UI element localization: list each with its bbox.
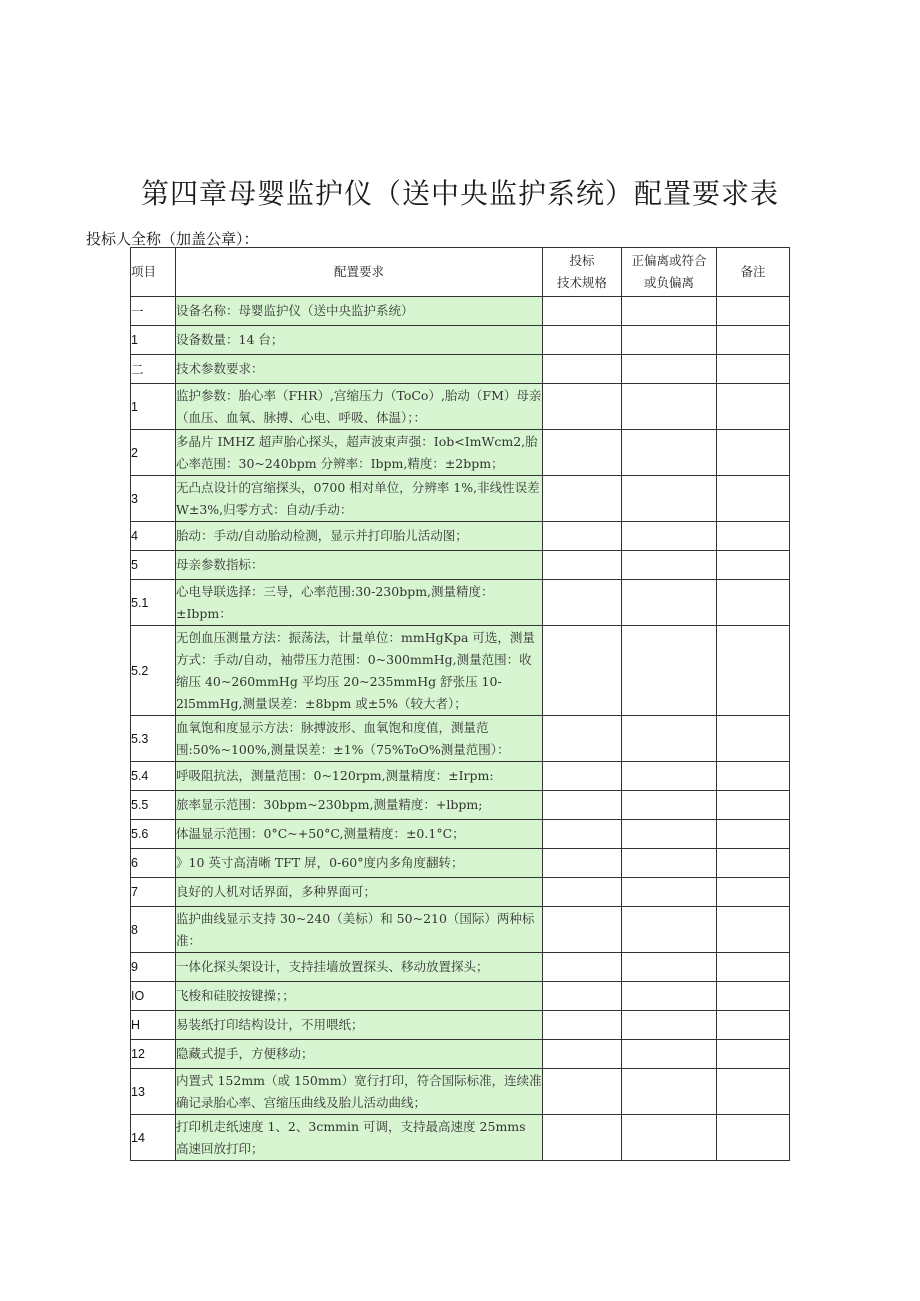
requirement-cell: 旅率显示范围：30bpm~230bpm,测量精度：+lbpm;	[176, 791, 543, 820]
requirement-cell: 设备名称：母婴监护仪（送中央监护系统）	[176, 297, 543, 326]
remark-cell[interactable]	[717, 355, 790, 384]
remark-cell[interactable]	[717, 430, 790, 476]
row-number: 4	[131, 522, 176, 551]
row-number: 13	[131, 1069, 176, 1115]
spec-cell[interactable]	[543, 551, 622, 580]
spec-cell[interactable]	[543, 762, 622, 791]
requirement-cell: 心电导联选择：三导，心率范围:30-230bpm,测量精度：±Ibpm：	[176, 580, 543, 626]
deviation-cell[interactable]	[622, 1069, 717, 1115]
remark-cell[interactable]	[717, 1115, 790, 1161]
deviation-cell[interactable]	[622, 522, 717, 551]
row-number: 14	[131, 1115, 176, 1161]
requirement-cell: 多晶片 IMHZ 超声胎心探头，超声波束声强：Iob<ImWcm2,胎心率范围：30~240bpm 分辨率：Ibpm,精度：±2bpm；	[176, 430, 543, 476]
remark-cell[interactable]	[717, 626, 790, 716]
table-row	[131, 878, 790, 907]
spec-cell[interactable]	[543, 791, 622, 820]
bidder-name-label: 投标人全称（加盖公章）：	[86, 230, 259, 248]
remark-cell[interactable]	[717, 580, 790, 626]
row-number: 5	[131, 551, 176, 580]
table-row	[131, 1011, 790, 1040]
requirement-cell: 血氧饱和度显示方法：脉搏波形、血氧饱和度值，测量范围:50%~100%,测量误差：±1%（75%ToO%测量范围）：	[176, 716, 543, 762]
page-title: 第四章母婴监护仪（送中央监护系统）配置要求表	[140, 177, 779, 210]
row-number: 5.6	[131, 820, 176, 849]
row-number: 5.2	[131, 626, 176, 716]
table-row	[131, 716, 790, 762]
requirement-cell: 技术参数要求：	[176, 355, 543, 384]
remark-cell[interactable]	[717, 820, 790, 849]
spec-cell[interactable]	[543, 716, 622, 762]
spec-cell[interactable]	[543, 326, 622, 355]
deviation-cell[interactable]	[622, 1115, 717, 1161]
row-number: 5.1	[131, 580, 176, 626]
deviation-cell[interactable]	[622, 326, 717, 355]
spec-cell[interactable]	[543, 355, 622, 384]
remark-cell[interactable]	[717, 716, 790, 762]
spec-cell[interactable]	[543, 820, 622, 849]
row-number: 2	[131, 430, 176, 476]
deviation-cell[interactable]	[622, 1040, 717, 1069]
header-requirement: 配置要求	[176, 248, 543, 297]
requirement-cell: 一体化探头架设计，支持挂墙放置探头、移动放置探头；	[176, 953, 543, 982]
remark-cell[interactable]	[717, 551, 790, 580]
row-number: 1	[131, 384, 176, 430]
table-row	[131, 982, 790, 1011]
requirement-cell: 打印机走纸速度 1、2、3cmmin 可调，支持最高速度 25mms 高速回放打印；	[176, 1115, 543, 1161]
table-row	[131, 762, 790, 791]
requirement-cell: 良好的人机对话界面，多种界面可；	[176, 878, 543, 907]
header-remark: 备注	[717, 248, 790, 297]
header-item: 项目	[131, 248, 176, 297]
requirements-table	[130, 247, 790, 1161]
deviation-cell[interactable]	[622, 384, 717, 430]
requirement-cell: 》10 英寸高清晰 TFT 屏，0-60°度内多角度翻转；	[176, 849, 543, 878]
remark-cell[interactable]	[717, 849, 790, 878]
table-row	[131, 430, 790, 476]
row-number: 8	[131, 907, 176, 953]
row-number: 5.3	[131, 716, 176, 762]
requirement-cell: 设备数量：14 台；	[176, 326, 543, 355]
spec-cell[interactable]	[543, 878, 622, 907]
remark-cell[interactable]	[717, 297, 790, 326]
table-row	[131, 297, 790, 326]
row-number: IO	[131, 982, 176, 1011]
header-deviation-line2: 或负偏离	[643, 275, 694, 290]
spec-cell[interactable]	[543, 953, 622, 982]
deviation-cell[interactable]	[622, 430, 717, 476]
remark-cell[interactable]	[717, 384, 790, 430]
requirement-cell: 体温显示范围：0°C~+50°C,测量精度：±0.1°C；	[176, 820, 543, 849]
deviation-cell[interactable]	[622, 820, 717, 849]
header-spec-line1: 投标	[569, 253, 595, 268]
deviation-cell[interactable]	[622, 982, 717, 1011]
deviation-cell[interactable]	[622, 849, 717, 878]
row-number: H	[131, 1011, 176, 1040]
requirement-cell: 隐藏式提手，方便移动；	[176, 1040, 543, 1069]
requirement-cell: 无凸点设计的宫缩探头，0700 相对单位，分辨率 1%,非线性误差 W±3%,归零方式：自动/手动：	[176, 476, 543, 522]
row-number: 二	[131, 355, 176, 384]
table-row	[131, 326, 790, 355]
deviation-cell[interactable]	[622, 762, 717, 791]
remark-cell[interactable]	[717, 982, 790, 1011]
deviation-cell[interactable]	[622, 297, 717, 326]
table-row	[131, 476, 790, 522]
deviation-cell[interactable]	[622, 626, 717, 716]
spec-cell[interactable]	[543, 1115, 622, 1161]
table-row	[131, 384, 790, 430]
deviation-cell[interactable]	[622, 551, 717, 580]
spec-cell[interactable]	[543, 982, 622, 1011]
remark-cell[interactable]	[717, 522, 790, 551]
spec-cell[interactable]	[543, 430, 622, 476]
spec-cell[interactable]	[543, 297, 622, 326]
requirement-cell: 胎动：手动/自动胎动检测，显示并打印胎儿活动图；	[176, 522, 543, 551]
spec-cell[interactable]	[543, 1011, 622, 1040]
table-row	[131, 580, 790, 626]
spec-cell[interactable]	[543, 384, 622, 430]
deviation-cell[interactable]	[622, 791, 717, 820]
header-deviation	[622, 248, 717, 297]
table-row	[131, 551, 790, 580]
remark-cell[interactable]	[717, 762, 790, 791]
spec-cell[interactable]	[543, 522, 622, 551]
spec-cell[interactable]	[543, 1040, 622, 1069]
table-row	[131, 1040, 790, 1069]
table-row	[131, 791, 790, 820]
spec-cell[interactable]	[543, 626, 622, 716]
requirement-cell: 监护曲线显示支持 30~240（美标）和 50~210（国际）两种标准：	[176, 907, 543, 953]
table-row	[131, 849, 790, 878]
deviation-cell[interactable]	[622, 953, 717, 982]
remark-cell[interactable]	[717, 326, 790, 355]
table-row	[131, 953, 790, 982]
table-row	[131, 907, 790, 953]
table-row	[131, 626, 790, 716]
header-spec	[543, 248, 622, 297]
row-number: 9	[131, 953, 176, 982]
requirement-cell: 易装纸打印结构设计，不用喂纸；	[176, 1011, 543, 1040]
row-number: 1	[131, 326, 176, 355]
row-number: 6	[131, 849, 176, 878]
row-number: 3	[131, 476, 176, 522]
requirement-cell: 无创血压测量方法：振荡法，计量单位：mmHgKpa 可选，测量方式：手动/自动，袖带压力范围：0~300mmHg,测量范围：收缩压 40~260mmHg 平均压 20~235mmHg 舒张压 10-2l5mmHg,测量误差：±8bpm 或±5%（较大者）；	[176, 626, 543, 716]
deviation-cell[interactable]	[622, 355, 717, 384]
header-spec-line2: 技术规格	[556, 275, 607, 290]
deviation-cell[interactable]	[622, 907, 717, 953]
row-number: 一	[131, 297, 176, 326]
spec-cell[interactable]	[543, 907, 622, 953]
remark-cell[interactable]	[717, 907, 790, 953]
spec-cell[interactable]	[543, 1069, 622, 1115]
table-row	[131, 1115, 790, 1161]
spec-cell[interactable]	[543, 580, 622, 626]
remark-cell[interactable]	[717, 1011, 790, 1040]
table-header-row	[131, 248, 790, 297]
requirement-cell: 内置式 152mm（或 150mm）宽行打印，符合国际标准，连续准确记录胎心率、宫缩压曲线及胎儿活动曲线；	[176, 1069, 543, 1115]
deviation-cell[interactable]	[622, 476, 717, 522]
spec-cell[interactable]	[543, 849, 622, 878]
remark-cell[interactable]	[717, 1069, 790, 1115]
remark-cell[interactable]	[717, 476, 790, 522]
row-number: 7	[131, 878, 176, 907]
requirement-cell: 监护参数：胎心率（FHR）,宫缩压力（ToCo）,胎动（FM）母亲（血压、血氧、脉搏、心电、呼吸、体温）；：	[176, 384, 543, 430]
table-row	[131, 1069, 790, 1115]
deviation-cell[interactable]	[622, 716, 717, 762]
requirement-cell: 母亲参数指标：	[176, 551, 543, 580]
deviation-cell[interactable]	[622, 878, 717, 907]
header-deviation-line1: 正偏离或符合	[631, 253, 707, 268]
remark-cell[interactable]	[717, 878, 790, 907]
deviation-cell[interactable]	[622, 580, 717, 626]
row-number: 5.5	[131, 791, 176, 820]
requirement-cell: 飞梭和硅胶按键操；；	[176, 982, 543, 1011]
spec-cell[interactable]	[543, 476, 622, 522]
row-number: 5.4	[131, 762, 176, 791]
requirement-cell: 呼吸阻抗法，测量范围：0~120rpm,测量精度：±Irpm:	[176, 762, 543, 791]
deviation-cell[interactable]	[622, 1011, 717, 1040]
row-number: 12	[131, 1040, 176, 1069]
remark-cell[interactable]	[717, 953, 790, 982]
remark-cell[interactable]	[717, 791, 790, 820]
remark-cell[interactable]	[717, 1040, 790, 1069]
table-row	[131, 522, 790, 551]
table-row	[131, 355, 790, 384]
table-row	[131, 820, 790, 849]
